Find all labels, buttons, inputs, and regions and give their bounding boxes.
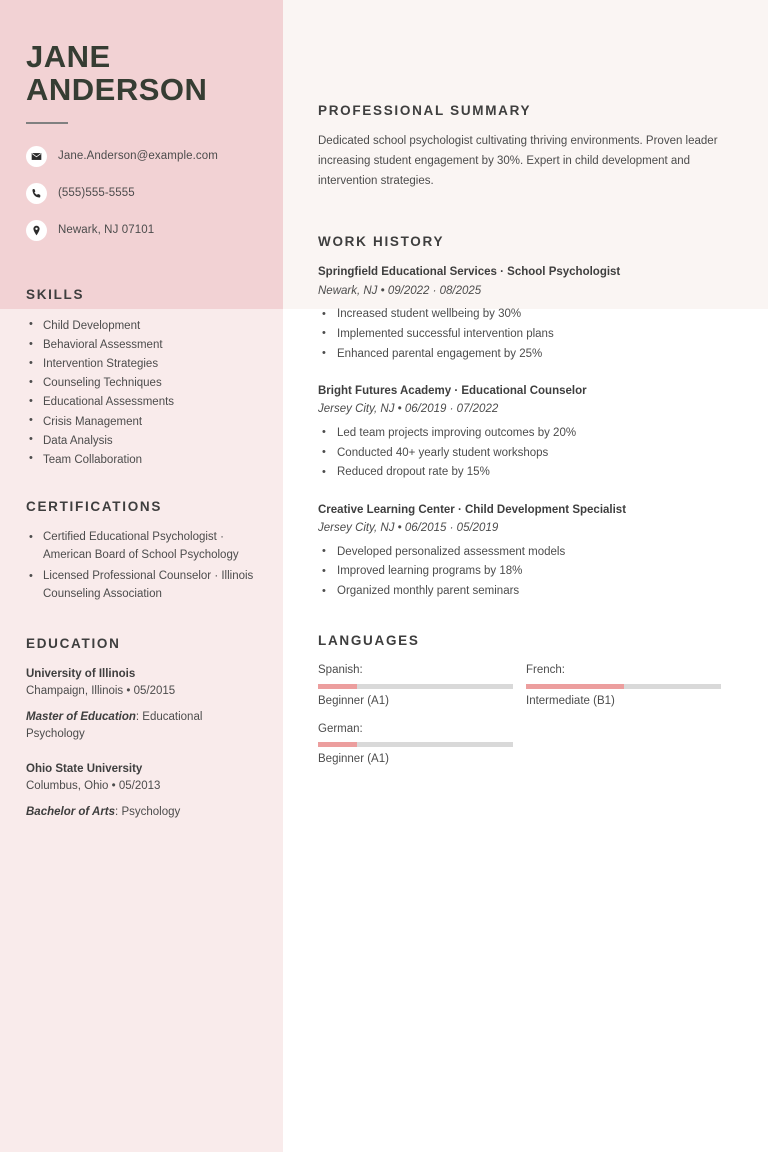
language-proficiency-track (318, 742, 513, 747)
name-divider (26, 122, 68, 124)
education-degree (26, 709, 257, 744)
education-school: Ohio State University (26, 762, 143, 775)
job-bullets (318, 424, 733, 483)
list-item: • Increased student wellbeing by 30% (318, 305, 733, 324)
list-item: • Implemented successful intervention plans (318, 325, 733, 344)
skills-list (26, 317, 257, 470)
job-bullets (318, 305, 733, 364)
education-heading: EDUCATION (26, 635, 121, 651)
education-degree-field: Educational Psychology (26, 711, 203, 741)
summary-heading: PROFESSIONAL SUMMARY (318, 103, 532, 118)
job-entry (318, 501, 733, 602)
education-school: University of Illinois (26, 667, 136, 680)
list-item: • Intervention Strategies (26, 355, 257, 374)
education-degree-field: Psychology (121, 806, 181, 819)
list-item: • Conducted 40+ yearly student workshops (318, 444, 733, 463)
language-proficiency-fill (318, 742, 357, 747)
name-block (26, 0, 257, 124)
list-item: • Improved learning programs by 18% (318, 562, 733, 581)
list-item: • Child Development (26, 317, 257, 336)
education-meta: Champaign, Illinois • 05/2015 (26, 684, 176, 697)
certifications-list (26, 529, 257, 603)
contact-item-location[interactable] (26, 220, 257, 241)
section-certifications (26, 499, 257, 603)
contact-list (26, 146, 257, 241)
list-item: • Team Collaboration (26, 451, 257, 470)
contact-location-text: Newark, NJ 07101 (58, 224, 155, 237)
job-title: Bright Futures Academy · Educational Counselor (318, 385, 587, 398)
language-item (318, 721, 526, 769)
education-degree-separator: : (135, 711, 143, 724)
job-meta: Newark, NJ • 09/2022 · 08/2025 (318, 284, 482, 297)
education-degree-separator: : (115, 806, 122, 819)
location-pin-icon (26, 220, 47, 241)
language-name: German: (318, 722, 363, 735)
last-name: ANDERSON (26, 72, 208, 108)
languages-grid (318, 662, 734, 779)
language-proficiency-fill (318, 684, 357, 689)
education-entry (26, 761, 257, 822)
language-item (526, 662, 734, 710)
contact-item-phone[interactable] (26, 183, 257, 204)
language-proficiency-track (526, 684, 721, 689)
language-level: Beginner (A1) (318, 753, 389, 766)
language-name: Spanish: (318, 664, 363, 677)
list-item: • Counseling Techniques (26, 374, 257, 393)
first-name: JANE (26, 39, 111, 74)
list-item: • Enhanced parental engagement by 25% (318, 345, 733, 364)
language-proficiency-fill (526, 684, 624, 689)
job-title: Creative Learning Center · Child Development Specialist (318, 503, 627, 516)
job-meta: Jersey City, NJ • 06/2019 · 07/2022 (318, 403, 499, 416)
job-entry (318, 382, 733, 483)
list-item: • Developed personalized assessment models (318, 543, 733, 562)
list-item: • Data Analysis (26, 432, 257, 451)
education-degree-label: Master of Education (26, 711, 136, 724)
section-languages (318, 633, 733, 779)
list-item: • Behavioral Assessment (26, 336, 257, 355)
contact-item-email[interactable] (26, 146, 257, 167)
section-education (26, 636, 257, 822)
section-skills (26, 287, 257, 470)
education-degree (26, 804, 257, 821)
job-entry (318, 263, 733, 364)
certifications-heading: CERTIFICATIONS (26, 499, 163, 515)
envelope-icon (26, 146, 47, 167)
list-item: • Licensed Professional Counselor · Illinois Counseling Association (26, 568, 257, 604)
education-meta: Columbus, Ohio • 05/2013 (26, 779, 161, 792)
sidebar-column (0, 0, 283, 1152)
section-work-history (318, 234, 733, 601)
work-history-heading: WORK HISTORY (318, 234, 445, 250)
list-item: • Educational Assessments (26, 393, 257, 412)
education-entry (26, 666, 257, 744)
job-title: Springfield Educational Services · School Psychologist (318, 266, 621, 279)
skills-heading: SKILLS (26, 286, 85, 302)
language-proficiency-track (318, 684, 513, 689)
summary-text: Dedicated school psychologist cultivating thriving environments. Proven leader increasing student engagement by 30%. Expert in child development and intervention strategies. (318, 135, 718, 187)
list-item: • Reduced dropout rate by 15% (318, 463, 733, 482)
main-column (283, 0, 768, 1152)
language-level: Beginner (A1) (318, 694, 389, 707)
contact-phone-text: (555)555-5555 (58, 187, 135, 200)
section-summary (318, 0, 733, 191)
job-meta: Jersey City, NJ • 06/2015 · 05/2019 (318, 522, 499, 535)
list-item: • Certified Educational Psychologist · American Board of School Psychology (26, 529, 257, 565)
job-bullets (318, 543, 733, 602)
phone-icon (26, 183, 47, 204)
language-item (318, 662, 526, 710)
language-level: Intermediate (B1) (526, 694, 615, 707)
list-item: • Organized monthly parent seminars (318, 582, 733, 601)
education-degree-label: Bachelor of Arts (26, 806, 116, 819)
list-item: • Led team projects improving outcomes by 20% (318, 424, 733, 443)
list-item: • Crisis Management (26, 413, 257, 432)
contact-email-text: Jane.Anderson@example.com (58, 150, 218, 163)
language-name: French: (526, 664, 565, 677)
languages-heading: LANGUAGES (318, 633, 420, 649)
